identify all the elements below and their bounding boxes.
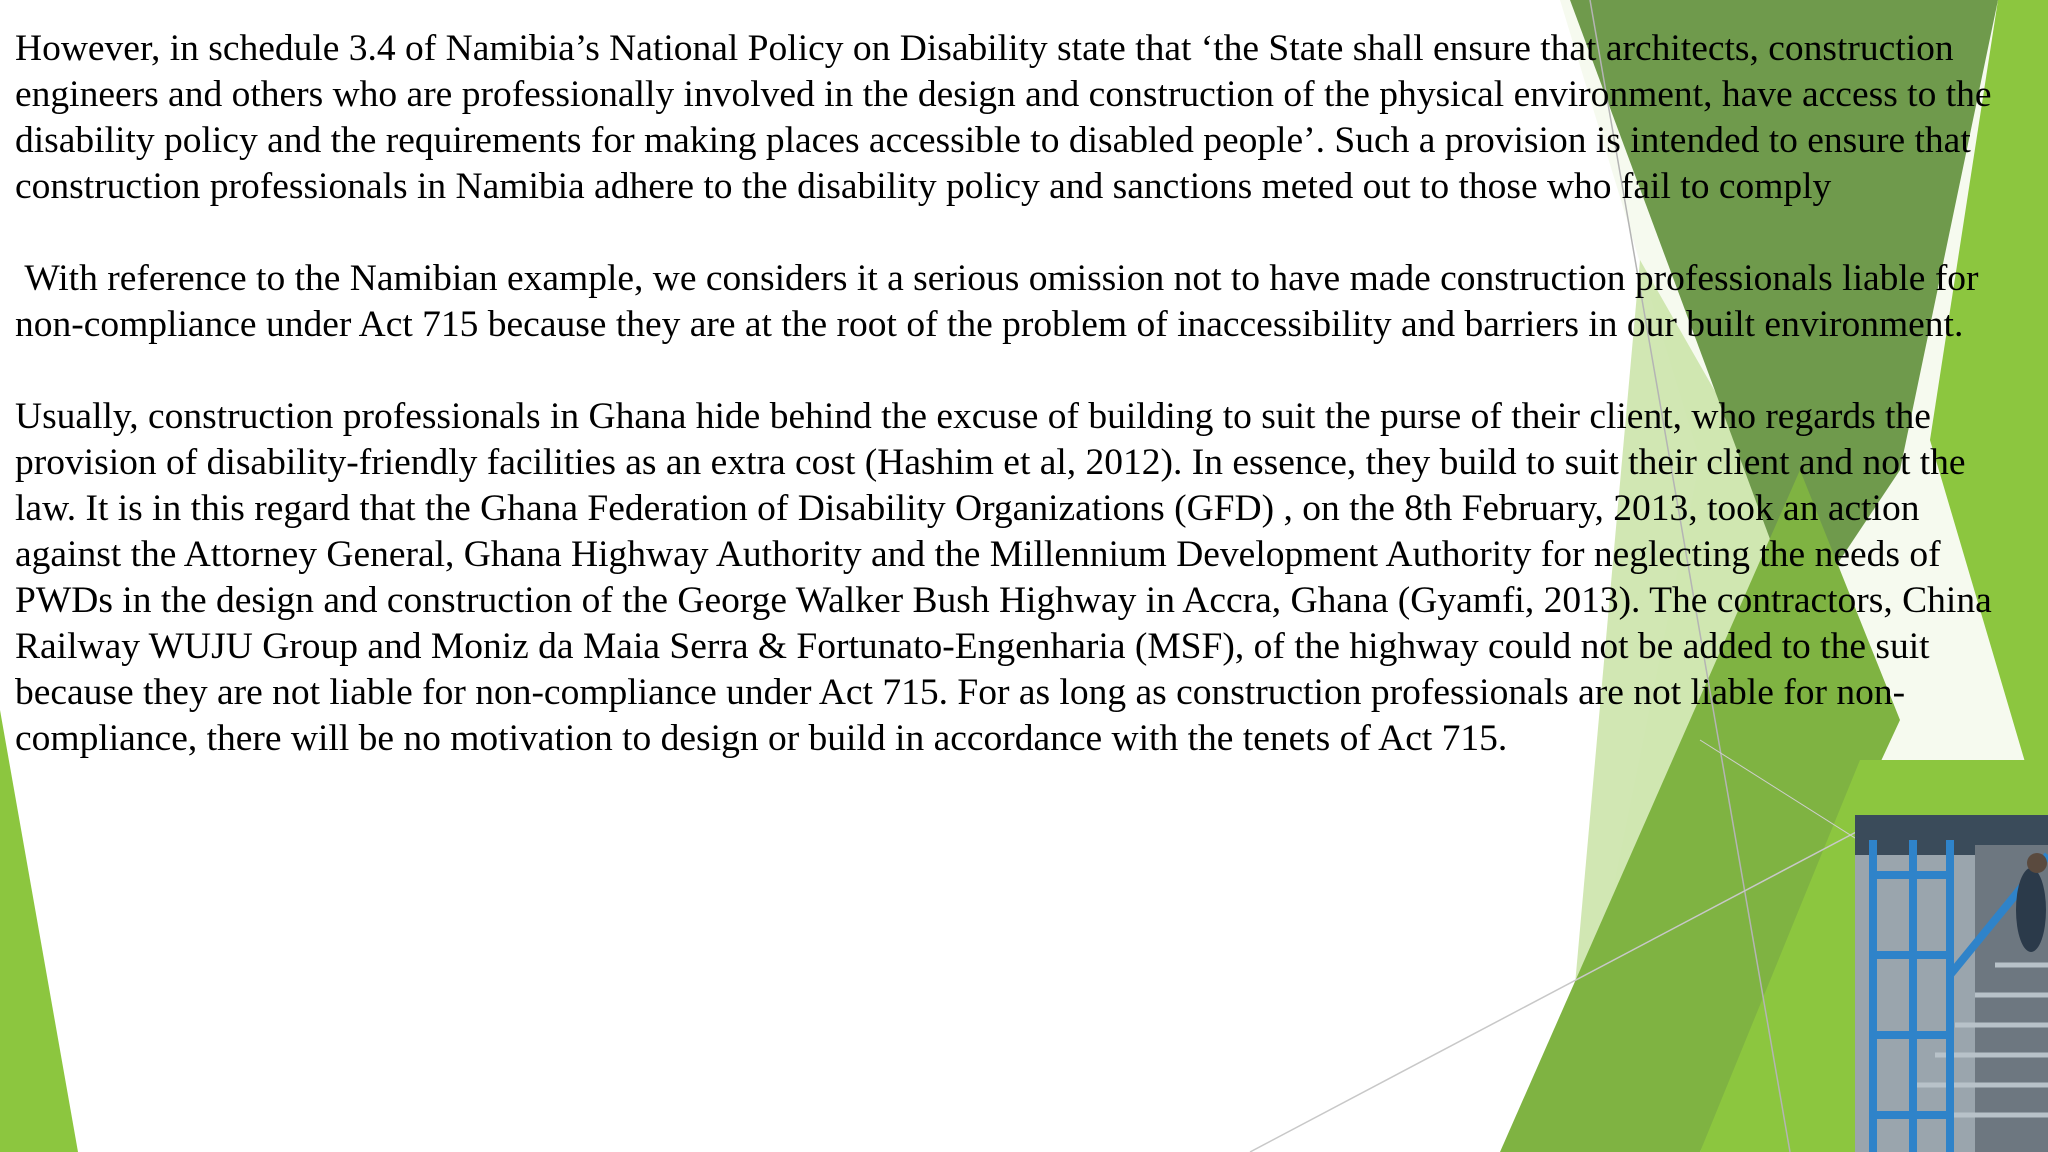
worker	[2016, 868, 2046, 952]
slide-body-text	[15, 26, 2025, 808]
paragraph-namibia-policy: However, in schedule 3.4 of Namibia’s National Policy on Disability state that ‘the State shall ensure that architects, construction engineers and others who are professionally involved in the design and construction of the physical environment, have access to the disability policy and the requirements for making places accessible to disabled people’. Such a provision is intended to ensure that construction professionals in Namibia adhere to the disability policy and sanctions meted out to those who fail to comply	[15, 28, 2001, 207]
paragraph-namibian-example: With reference to the Namibian example, we considers it a serious omission not to have made construction professionals liable for non-compliance under Act 715 because they are at the root of the problem of inaccessibility and barriers in our built environment.	[15, 258, 1988, 345]
paragraph-ghana-lawsuit: Usually, construction professionals in Ghana hide behind the excuse of building to suit the purse of their client, who regards the provision of disability-friendly facilities as an extra cost (Hashim et al, 2012). In essence, they build to suit their client and not the law. It is in this regard that the Ghana Federation of Disability Organizations (GFD) , on the 8th February, 2013, took an action against the Attorney General, Ghana Highway Authority and the Millennium Development Authority for neglecting the needs of PWDs in the design and construction of the George Walker Bush Highway in Accra, Ghana (Gyamfi, 2013). The contractors, China Railway WUJU Group and Moniz da Maia Serra & Fortunato-Engenharia (MSF), of the highway could not be added to the suit because they are not liable for non-compliance under Act 715. For as long as construction professionals are not liable for non-compliance, there will be no motivation to design or build in accordance with the tenets of Act 715.	[15, 396, 2002, 759]
construction-photo	[1855, 815, 2048, 1152]
